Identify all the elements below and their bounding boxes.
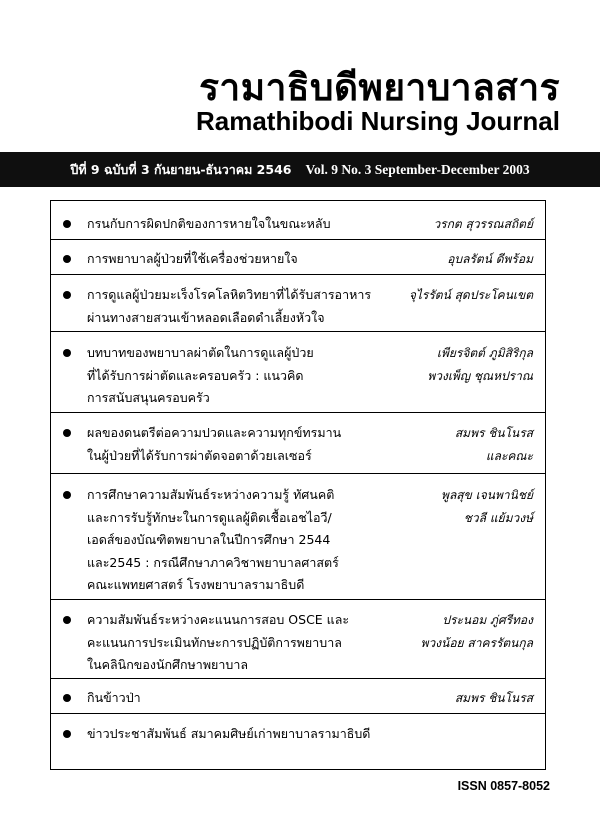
author-name: ประนอม ภู่ศรีทอง [442, 613, 533, 627]
issn: ISSN 0857-8052 [457, 779, 550, 793]
author-name: วรกต สุวรรณสถิตย์ [433, 217, 533, 231]
article-title-line: กินข้าวป่า [87, 690, 141, 705]
article-title-line: ความสัมพันธ์ระหว่างคะแนนการสอบ OSCE และ [87, 612, 350, 627]
article-title-line: การสนับสนุนครอบครัว [87, 390, 210, 405]
article-title [87, 422, 341, 467]
article-title [87, 342, 314, 410]
article-title [87, 248, 298, 271]
table-of-contents [50, 200, 546, 770]
bullet-icon [63, 429, 71, 437]
article-title [87, 687, 141, 710]
journal-title-english: Ramathibodi Nursing Journal [195, 106, 560, 136]
article-authors [427, 342, 533, 387]
article-title-line: คณะแพทยศาสตร์ โรงพยาบาลรามาธิบดี [87, 577, 305, 592]
article-title-line: การพยาบาลผู้ป่วยที่ใช้เครื่องช่วยหายใจ [87, 251, 298, 266]
author-name: สมพร ชินโนรส [454, 691, 533, 705]
article-title [87, 609, 349, 677]
entry-separator [51, 713, 545, 714]
article-title-line: คะแนนการประเมินทักษะการปฏิบัติการพยาบาล [87, 634, 342, 650]
author-name: สมพร ชินโนรส [454, 426, 533, 440]
bullet-icon [63, 730, 71, 738]
article-title-line: เอดส์ของบัณฑิตพยาบาลในปีการศึกษา 2544 [87, 532, 331, 547]
entry-separator [51, 239, 545, 240]
author-name: พวงน้อย สาครรัตนกุล [420, 635, 533, 650]
article-title-line: และการรับรู้ทักษะในการดูแลผู้ติดเชื้อเอชไอวี/ [87, 509, 332, 525]
bullet-icon [63, 616, 71, 624]
issue-banner [0, 152, 600, 187]
journal-title-thai: รามาธิบดีพยาบาลสาร [199, 66, 560, 109]
article-title-line: การศึกษาความสัมพันธ์ระหว่างความรู้ ทัศนคติ [87, 487, 335, 502]
entry-separator [51, 599, 545, 600]
article-authors [421, 609, 533, 654]
article-title-line: ในผู้ป่วยที่ได้รับการผ่าตัดจอตาด้วยเลเซอร์ [87, 447, 312, 463]
bullet-icon [63, 694, 71, 702]
article-authors [455, 687, 533, 710]
article-title [87, 213, 331, 236]
article-title-line: กรนกับการผิดปกติของการหายใจในขณะหลับ [87, 216, 331, 231]
article-title-line: ที่ได้รับการผ่าตัดและครอบครัว : แนวคิด [87, 367, 304, 383]
bullet-icon [63, 291, 71, 299]
article-title-line: ผลของดนตรีต่อความปวดและความทุกข์ทรมาน [87, 425, 342, 440]
entry-separator [51, 274, 545, 275]
article-title [87, 284, 371, 329]
article-title-line: และ2545 : กรณีศึกษาภาควิชาพยาบาลศาสตร์ [87, 554, 339, 570]
issue-english: Vol. 9 No. 3 September-December 2003 [305, 161, 530, 177]
author-name: อุบลรัตน์ ดีพร้อม [447, 252, 533, 266]
article-title-line: บทบาทของพยาบาลผ่าตัดในการดูแลผู้ป่วย [87, 345, 314, 360]
article-authors [433, 213, 533, 236]
author-name: พูลสุข เจนพานิชย์ [441, 488, 533, 502]
entry-separator [51, 412, 545, 413]
article-title-line: ในคลินิกของนักศึกษาพยาบาล [87, 657, 249, 672]
bullet-icon [63, 349, 71, 357]
article-authors [441, 484, 533, 529]
entry-separator [51, 473, 545, 474]
entry-separator [51, 331, 545, 332]
entry-separator [51, 678, 545, 679]
article-title-line: ข่าวประชาสัมพันธ์ สมาคมศิษย์เก่าพยาบาลรามาธิบดี [87, 726, 371, 741]
article-title-line: ผ่านทางสายสวนเข้าหลอดเลือดดำเลี้ยงหัวใจ [87, 309, 325, 325]
author-name: จุไรรัตน์ สุดประโคนเขต [408, 288, 533, 302]
bullet-icon [63, 220, 71, 228]
author-name: และคณะ [485, 448, 533, 463]
author-name: เพียรจิตต์ ภูมิสิริกุล [436, 346, 533, 360]
article-authors [409, 284, 533, 307]
bullet-icon [63, 255, 71, 263]
article-authors [447, 248, 533, 271]
issue-thai: ปีที่ 9 ฉบับที่ 3 กันยายน-ธันวาคม 2546 [70, 161, 292, 177]
author-name: ชวลี แย้มวงษ์ [463, 510, 533, 525]
article-title-line: การดูแลผู้ป่วยมะเร็งโรคโลหิตวิทยาที่ได้รับสารอาหาร [87, 287, 372, 302]
bullet-icon [63, 491, 71, 499]
article-title [87, 484, 339, 597]
author-name: พวงเพ็ญ ชุณหปราณ [427, 368, 533, 383]
article-authors [455, 422, 533, 467]
article-title [87, 723, 370, 746]
